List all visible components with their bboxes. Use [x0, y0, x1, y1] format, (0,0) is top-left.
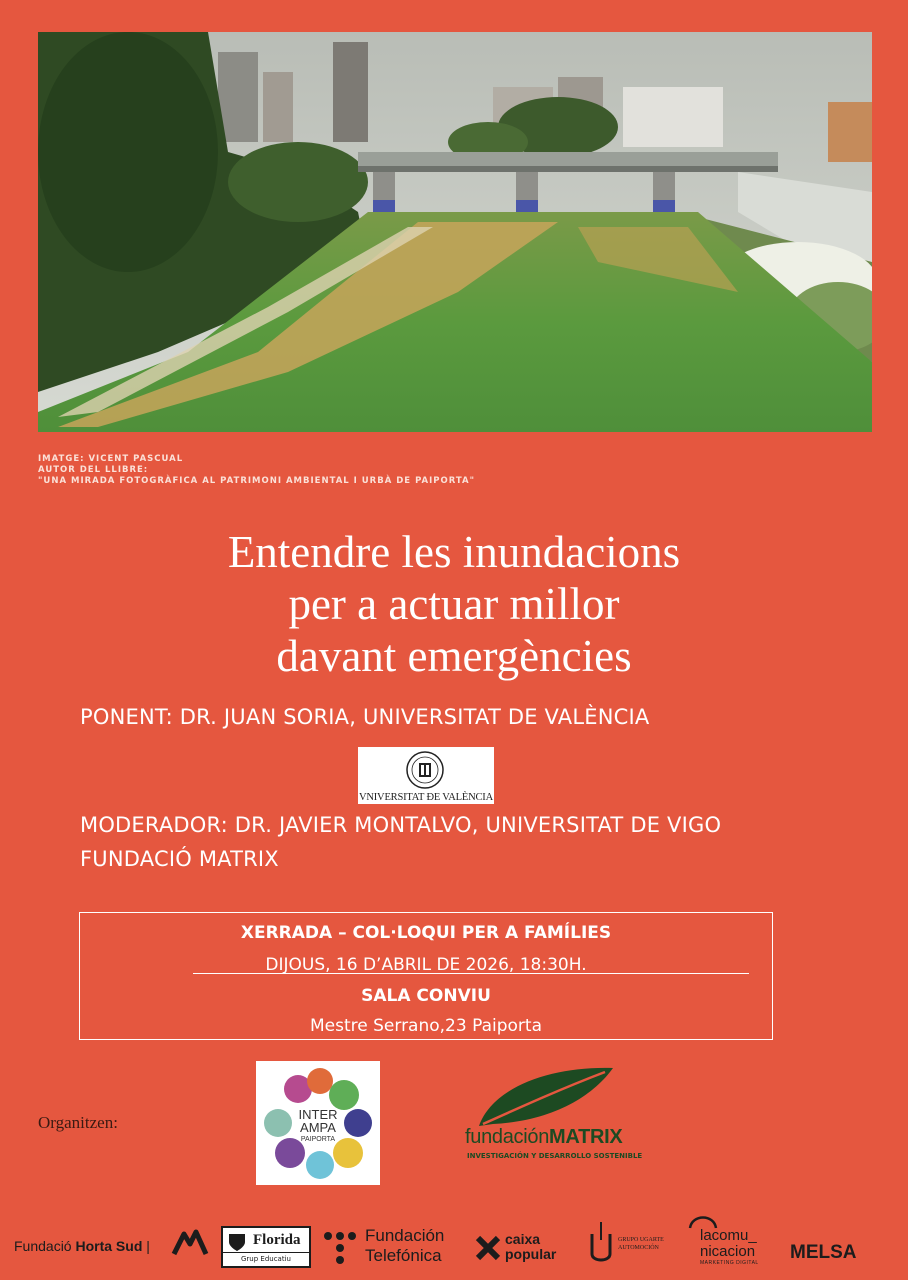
title-line: davant emergències [276, 631, 632, 681]
melsa-logo: MELSA [790, 1242, 857, 1263]
florida-sub: Grup Educatiu [223, 1252, 309, 1266]
credit-line: "UNA MIRADA FOTOGRÀFICA AL PATRIMONI AMBIENTAL I URBÀ DE PAIPORTA" [38, 476, 476, 486]
ampa-line2: AMPA [300, 1120, 336, 1135]
title-line: per a actuar millor [288, 579, 620, 629]
event-type: XERRADA – COL·LOQUI PER A FAMÍLIES [240, 923, 612, 943]
sponsor-mark-icon [170, 1228, 210, 1260]
credit-line: AUTOR DEL LLIBRE: [38, 465, 149, 475]
lacom-line3: MARKETING DIGITAL [700, 1260, 759, 1266]
hero-photo [38, 32, 872, 432]
lacom-line1: lacomu_ [700, 1227, 757, 1244]
caixa-popular-logo [505, 1232, 556, 1262]
sponsors-strip [0, 1210, 908, 1280]
ampa-line1: INTER [298, 1107, 338, 1122]
event-details-box [79, 912, 773, 1040]
universitat-valencia-logo [358, 747, 494, 804]
matrix-name-light: fundación [465, 1126, 550, 1148]
matrix-name-bold: MATRIX [549, 1126, 623, 1148]
event-address: Mestre Serrano,23 Paiporta [310, 1016, 542, 1036]
ugarte-line2: AUTOMOCIÓN [618, 1245, 659, 1251]
university-seal-icon [405, 750, 445, 790]
horta-light: Fundació [14, 1238, 72, 1254]
title-line: Entendre les inundacions [227, 527, 681, 577]
ugarte-logo [618, 1236, 664, 1252]
florida-logo [221, 1226, 311, 1268]
ampa-line3: PAIPORTA [300, 1136, 336, 1143]
horta-sud-logo: Fundació Horta Sud | [14, 1238, 150, 1254]
florida-name: Florida [253, 1232, 301, 1248]
telefonica-logo [365, 1226, 444, 1266]
caixa-line1: caixa [505, 1231, 541, 1247]
leaf-icon [473, 1066, 623, 1130]
credit-line: IMATGE: VICENT PASCUAL [38, 454, 184, 464]
divider [193, 973, 749, 974]
event-title [0, 526, 908, 682]
event-venue: SALA CONVIU [361, 986, 491, 1006]
telefonica-line1: Fundación [365, 1226, 445, 1245]
photo-credit [38, 454, 638, 487]
caixa-line2: popular [505, 1246, 557, 1262]
organizers-label: Organitzen: [38, 1113, 118, 1132]
foundation-line: FUNDACIÓ MATRIX [80, 847, 279, 871]
ugarte-icon [588, 1220, 614, 1266]
matrix-name [465, 1126, 622, 1149]
fundacion-matrix-logo [463, 1066, 648, 1166]
university-name: VNIVERSITAT ÐE VALÈNCIA [359, 792, 493, 803]
moderator-line: MODERADOR: DR. JAVIER MONTALVO, UNIVERSITAT DE VIGO [80, 813, 722, 837]
interampa-logo [256, 1061, 380, 1185]
caixa-popular-icon [474, 1234, 502, 1262]
speaker-line: PONENT: DR. JUAN SORIA, UNIVERSITAT DE VALÈNCIA [80, 705, 650, 729]
ugarte-line1: GRUPO UGARTE [618, 1237, 664, 1243]
event-date: DIJOUS, 16 D’ABRIL DE 2026, 18:30H. [265, 955, 587, 975]
lacomunicacion-logo [700, 1228, 759, 1266]
telefonica-dots-icon [320, 1228, 360, 1268]
matrix-subtitle: INVESTIGACIÓN Y DESARROLLO SOSTENIBLE [467, 1152, 643, 1160]
interampa-circles-icon [256, 1061, 380, 1185]
horta-bold: Horta Sud [75, 1238, 143, 1254]
florida-shield-icon [227, 1232, 247, 1252]
telefonica-line2: Telefónica [365, 1246, 442, 1265]
lacom-line2: nicacion [700, 1243, 756, 1260]
river-landscape-image [38, 32, 872, 432]
